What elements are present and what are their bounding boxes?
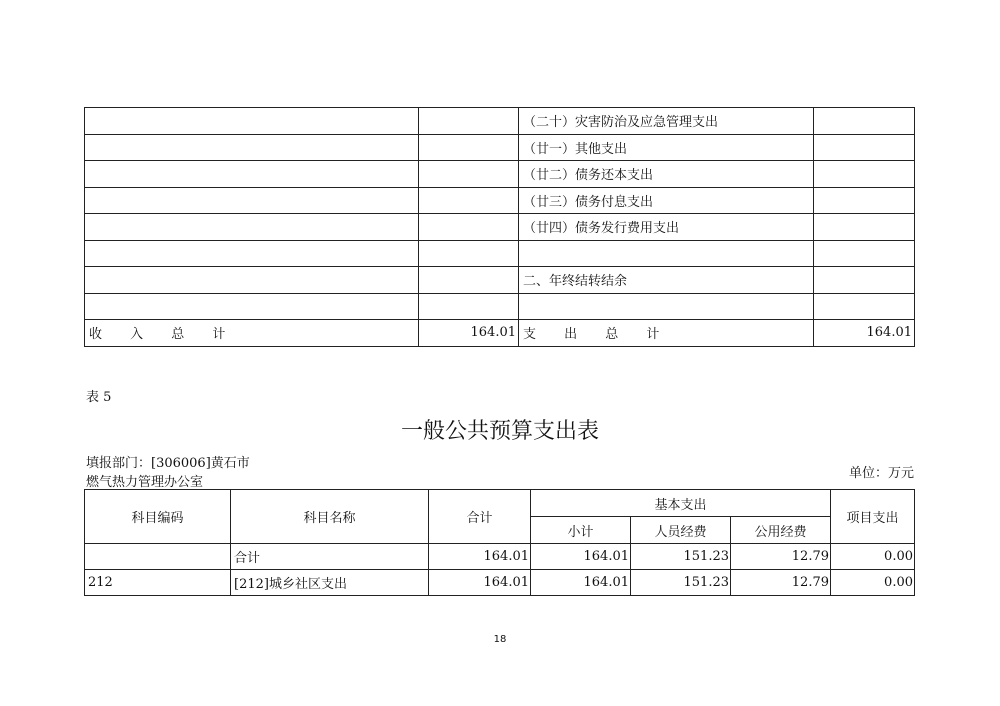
- table-row: [85, 134, 915, 161]
- table-row: [85, 544, 915, 570]
- table-row: [85, 161, 915, 188]
- unit-label: 单位：万元: [848, 466, 914, 481]
- right-label-cell: （廿二）债务还本支出: [519, 161, 814, 188]
- right-label-cell: （二十）灾害防治及应急管理支出: [519, 108, 814, 135]
- left-label-cell: [85, 187, 419, 214]
- left-value-cell: [419, 293, 519, 320]
- code-cell: [85, 544, 231, 570]
- header-project: 项目支出: [831, 490, 915, 544]
- personnel-cell: 151.23: [631, 570, 731, 596]
- header-total: 合计: [429, 490, 531, 544]
- header-code: 科目编码: [85, 490, 231, 544]
- subtotal-cell: 164.01: [531, 570, 631, 596]
- name-cell: 合计: [231, 544, 429, 570]
- table-row: [85, 293, 915, 320]
- right-value-cell: [814, 134, 915, 161]
- public-cell: 12.79: [731, 544, 831, 570]
- left-value-cell: [419, 267, 519, 294]
- department-label: 填报部门：[306006]黄石市燃气热力管理办公室: [86, 456, 250, 490]
- right-value-cell: [814, 267, 915, 294]
- code-cell: 212: [85, 570, 231, 596]
- table-label: 表 5: [86, 390, 112, 405]
- right-label-cell: [519, 240, 814, 267]
- right-label-cell: （廿三）债务付息支出: [519, 187, 814, 214]
- income-total-label: 收 入 总 计: [85, 320, 419, 347]
- table-row: [85, 267, 915, 294]
- left-label-cell: [85, 161, 419, 188]
- right-value-cell: [814, 161, 915, 188]
- income-total-value: 164.01: [419, 320, 519, 347]
- header-name: 科目名称: [231, 490, 429, 544]
- project-cell: 0.00: [831, 544, 915, 570]
- public-cell: 12.79: [731, 570, 831, 596]
- table-row: [85, 214, 915, 241]
- right-label-cell: 二、年终结转结余: [519, 267, 814, 294]
- left-value-cell: [419, 214, 519, 241]
- left-value-cell: [419, 240, 519, 267]
- left-value-cell: [419, 187, 519, 214]
- header-subtotal: 小计: [531, 517, 631, 544]
- left-label-cell: [85, 267, 419, 294]
- left-label-cell: [85, 293, 419, 320]
- right-label-cell: （廿一）其他支出: [519, 134, 814, 161]
- right-value-cell: [814, 214, 915, 241]
- left-label-cell: [85, 240, 419, 267]
- table-row: [85, 570, 915, 596]
- table-row: [85, 187, 915, 214]
- left-label-cell: [85, 108, 419, 135]
- subtotal-cell: 164.01: [531, 544, 631, 570]
- total-row: [85, 320, 915, 347]
- header-public: 公用经费: [731, 517, 831, 544]
- right-value-cell: [814, 108, 915, 135]
- name-cell: [212]城乡社区支出: [231, 570, 429, 596]
- total-cell: 164.01: [429, 570, 531, 596]
- left-label-cell: [85, 134, 419, 161]
- project-cell: 0.00: [831, 570, 915, 596]
- general-budget-expense-table: [84, 489, 915, 596]
- personnel-cell: 151.23: [631, 544, 731, 570]
- table-row: [85, 240, 915, 267]
- right-value-cell: [814, 240, 915, 267]
- left-label-cell: [85, 214, 419, 241]
- right-value-cell: [814, 293, 915, 320]
- header-basic: 基本支出: [531, 490, 831, 517]
- right-label-cell: [519, 293, 814, 320]
- left-value-cell: [419, 161, 519, 188]
- right-label-cell: （廿四）债务发行费用支出: [519, 214, 814, 241]
- left-value-cell: [419, 134, 519, 161]
- right-value-cell: [814, 187, 915, 214]
- header-personnel: 人员经费: [631, 517, 731, 544]
- page-number: 18: [493, 634, 507, 645]
- expense-total-value: 164.01: [814, 320, 915, 347]
- total-cell: 164.01: [429, 544, 531, 570]
- left-value-cell: [419, 108, 519, 135]
- income-expense-table: [84, 107, 915, 347]
- table-row: [85, 108, 915, 135]
- expense-total-label: 支 出 总 计: [519, 320, 814, 347]
- page-title: 一般公共预算支出表: [400, 419, 599, 444]
